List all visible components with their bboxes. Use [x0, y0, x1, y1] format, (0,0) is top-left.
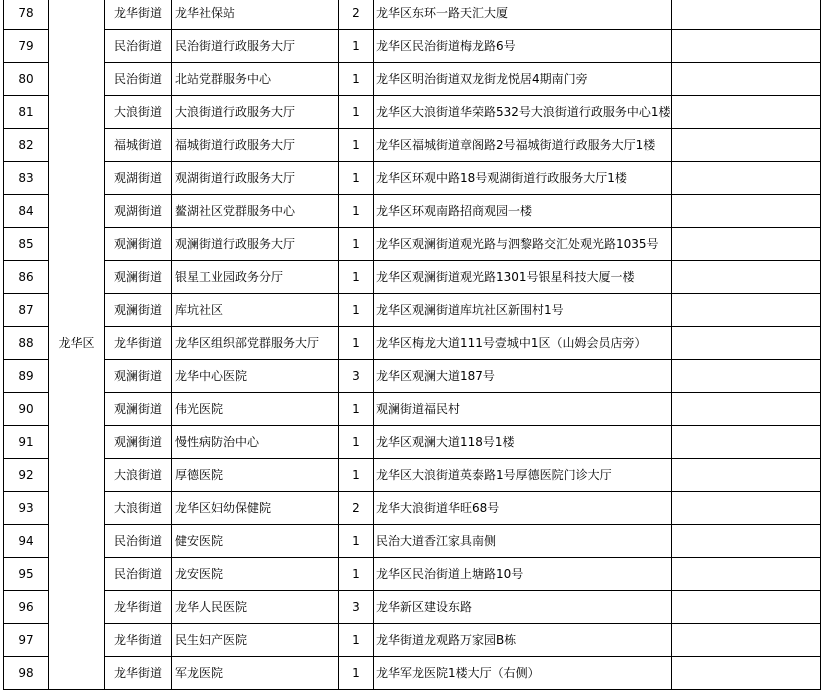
- district-cell[interactable]: 龙华区: [49, 0, 105, 690]
- address-cell[interactable]: 龙华街道龙观路万家园B栋: [374, 624, 672, 657]
- table-row: [4, 657, 821, 690]
- site-name-cell[interactable]: 观湖街道行政服务大厅: [172, 162, 339, 195]
- count-cell[interactable]: 1: [339, 63, 374, 96]
- street-cell[interactable]: 福城街道: [105, 129, 172, 162]
- street-cell[interactable]: 龙华街道: [105, 327, 172, 360]
- table-body: [4, 0, 821, 690]
- address-cell[interactable]: 龙华区民治街道梅龙路6号: [374, 30, 672, 63]
- empty-cell[interactable]: [671, 360, 820, 393]
- empty-cell[interactable]: [671, 261, 820, 294]
- count-cell[interactable]: 2: [339, 0, 374, 30]
- table-row: [4, 294, 821, 327]
- empty-cell[interactable]: [671, 0, 820, 30]
- street-cell[interactable]: 民治街道: [105, 525, 172, 558]
- site-name-cell[interactable]: 福城街道行政服务大厅: [172, 129, 339, 162]
- row-number-cell[interactable]: 87: [4, 294, 49, 327]
- row-number-cell[interactable]: 86: [4, 261, 49, 294]
- row-number-cell[interactable]: 92: [4, 459, 49, 492]
- site-name-cell[interactable]: 健安医院: [172, 525, 339, 558]
- row-number-cell[interactable]: 88: [4, 327, 49, 360]
- site-name-cell[interactable]: 龙华区组织部党群服务大厅: [172, 327, 339, 360]
- table-row: [4, 426, 821, 459]
- site-name-cell[interactable]: 鳌湖社区党群服务中心: [172, 195, 339, 228]
- site-name-cell[interactable]: 龙华社保站: [172, 0, 339, 30]
- site-name-cell[interactable]: 龙华人民医院: [172, 591, 339, 624]
- empty-cell[interactable]: [671, 30, 820, 63]
- count-cell[interactable]: 1: [339, 96, 374, 129]
- table-row: [4, 360, 821, 393]
- table-row: [4, 591, 821, 624]
- empty-cell[interactable]: [671, 657, 820, 690]
- table-row: [4, 30, 821, 63]
- street-cell[interactable]: 观湖街道: [105, 162, 172, 195]
- site-name-cell[interactable]: 北站党群服务中心: [172, 63, 339, 96]
- street-cell[interactable]: 大浪街道: [105, 96, 172, 129]
- address-cell[interactable]: 龙华区环观南路招商观园一楼: [374, 195, 672, 228]
- empty-cell[interactable]: [671, 558, 820, 591]
- table-row: [4, 525, 821, 558]
- empty-cell[interactable]: [671, 624, 820, 657]
- table-row: [4, 96, 821, 129]
- address-cell[interactable]: 龙华区大浪街道华荣路532号大浪街道行政服务中心1楼: [374, 96, 672, 129]
- street-cell[interactable]: 龙华街道: [105, 657, 172, 690]
- table-row: [4, 129, 821, 162]
- count-cell[interactable]: 1: [339, 162, 374, 195]
- empty-cell[interactable]: [671, 162, 820, 195]
- row-number-cell[interactable]: 82: [4, 129, 49, 162]
- count-cell[interactable]: 1: [339, 195, 374, 228]
- row-number-cell[interactable]: 78: [4, 0, 49, 30]
- empty-cell[interactable]: [671, 492, 820, 525]
- empty-cell[interactable]: [671, 129, 820, 162]
- empty-cell[interactable]: [671, 426, 820, 459]
- row-number-cell[interactable]: 96: [4, 591, 49, 624]
- address-cell[interactable]: 民治大道香江家具南侧: [374, 525, 672, 558]
- street-cell[interactable]: 龙华街道: [105, 0, 172, 30]
- address-cell[interactable]: 龙华区福城街道章阁路2号福城街道行政服务大厅1楼: [374, 129, 672, 162]
- table-row: [4, 492, 821, 525]
- row-number-cell[interactable]: 83: [4, 162, 49, 195]
- address-cell[interactable]: 龙华区明治街道双龙街龙悦居4期南门旁: [374, 63, 672, 96]
- count-cell[interactable]: 1: [339, 624, 374, 657]
- count-cell[interactable]: 3: [339, 591, 374, 624]
- table-row: [4, 261, 821, 294]
- row-number-cell[interactable]: 79: [4, 30, 49, 63]
- site-name-cell[interactable]: 厚德医院: [172, 459, 339, 492]
- street-cell[interactable]: 龙华街道: [105, 591, 172, 624]
- address-cell[interactable]: 龙华区环观中路18号观湖街道行政服务大厅1楼: [374, 162, 672, 195]
- service-sites-table: [3, 0, 821, 690]
- address-cell[interactable]: 龙华新区建设东路: [374, 591, 672, 624]
- street-cell[interactable]: 观澜街道: [105, 294, 172, 327]
- street-cell[interactable]: 民治街道: [105, 63, 172, 96]
- empty-cell[interactable]: [671, 195, 820, 228]
- count-cell[interactable]: 1: [339, 657, 374, 690]
- address-cell[interactable]: 龙华区观澜街道库坑社区新围村1号: [374, 294, 672, 327]
- address-cell[interactable]: 龙华区梅龙大道111号壹城中1区（山姆会员店旁）: [374, 327, 672, 360]
- site-name-cell[interactable]: 龙安医院: [172, 558, 339, 591]
- street-cell[interactable]: 观澜街道: [105, 393, 172, 426]
- address-cell[interactable]: 龙华区观澜大道118号1楼: [374, 426, 672, 459]
- street-cell[interactable]: 民治街道: [105, 558, 172, 591]
- street-cell[interactable]: 观澜街道: [105, 426, 172, 459]
- address-cell[interactable]: 龙华区观澜街道观光路1301号银星科技大厦一楼: [374, 261, 672, 294]
- site-name-cell[interactable]: 银星工业园政务分厅: [172, 261, 339, 294]
- row-number-cell[interactable]: 91: [4, 426, 49, 459]
- table-row: [4, 162, 821, 195]
- site-name-cell[interactable]: 民生妇产医院: [172, 624, 339, 657]
- count-cell[interactable]: 1: [339, 426, 374, 459]
- row-number-cell[interactable]: 80: [4, 63, 49, 96]
- site-name-cell[interactable]: 龙华区妇幼保健院: [172, 492, 339, 525]
- count-cell[interactable]: 1: [339, 294, 374, 327]
- address-cell[interactable]: 龙华区观澜街道观光路与泗黎路交汇处观光路1035号: [374, 228, 672, 261]
- site-name-cell[interactable]: 慢性病防治中心: [172, 426, 339, 459]
- table-row: [4, 0, 821, 30]
- row-number-cell[interactable]: 97: [4, 624, 49, 657]
- address-cell[interactable]: 观澜街道福民村: [374, 393, 672, 426]
- site-name-cell[interactable]: 观澜街道行政服务大厅: [172, 228, 339, 261]
- table-row: [4, 228, 821, 261]
- street-cell[interactable]: 大浪街道: [105, 459, 172, 492]
- table-row: [4, 624, 821, 657]
- street-cell[interactable]: 观澜街道: [105, 228, 172, 261]
- count-cell[interactable]: 1: [339, 393, 374, 426]
- row-number-cell[interactable]: 94: [4, 525, 49, 558]
- address-cell[interactable]: 龙华区民治街道上塘路10号: [374, 558, 672, 591]
- row-number-cell[interactable]: 89: [4, 360, 49, 393]
- site-name-cell[interactable]: 库坑社区: [172, 294, 339, 327]
- street-cell[interactable]: 观澜街道: [105, 360, 172, 393]
- address-cell[interactable]: 龙华区观澜大道187号: [374, 360, 672, 393]
- site-name-cell[interactable]: 大浪街道行政服务大厅: [172, 96, 339, 129]
- count-cell[interactable]: 1: [339, 558, 374, 591]
- street-cell[interactable]: 观澜街道: [105, 261, 172, 294]
- table-row: [4, 327, 821, 360]
- empty-cell[interactable]: [671, 294, 820, 327]
- address-cell[interactable]: 龙华大浪街道华旺68号: [374, 492, 672, 525]
- street-cell[interactable]: 龙华街道: [105, 624, 172, 657]
- empty-cell[interactable]: [671, 393, 820, 426]
- row-number-cell[interactable]: 95: [4, 558, 49, 591]
- table-row: [4, 195, 821, 228]
- address-cell[interactable]: 龙华区大浪街道英泰路1号厚德医院门诊大厅: [374, 459, 672, 492]
- site-name-cell[interactable]: 龙华中心医院: [172, 360, 339, 393]
- empty-cell[interactable]: [671, 228, 820, 261]
- count-cell[interactable]: 1: [339, 30, 374, 63]
- site-name-cell[interactable]: 民治街道行政服务大厅: [172, 30, 339, 63]
- count-cell[interactable]: 1: [339, 327, 374, 360]
- count-cell[interactable]: 1: [339, 129, 374, 162]
- empty-cell[interactable]: [671, 591, 820, 624]
- empty-cell[interactable]: [671, 63, 820, 96]
- row-number-cell[interactable]: 85: [4, 228, 49, 261]
- empty-cell[interactable]: [671, 459, 820, 492]
- street-cell[interactable]: 民治街道: [105, 30, 172, 63]
- street-cell[interactable]: 观湖街道: [105, 195, 172, 228]
- row-number-cell[interactable]: 98: [4, 657, 49, 690]
- row-number-cell[interactable]: 81: [4, 96, 49, 129]
- empty-cell[interactable]: [671, 525, 820, 558]
- address-cell[interactable]: 龙华区东环一路天汇大厦: [374, 0, 672, 30]
- site-name-cell[interactable]: 军龙医院: [172, 657, 339, 690]
- table-row: [4, 393, 821, 426]
- empty-cell[interactable]: [671, 96, 820, 129]
- table-row: [4, 63, 821, 96]
- site-name-cell[interactable]: 伟光医院: [172, 393, 339, 426]
- table-row: [4, 558, 821, 591]
- count-cell[interactable]: 1: [339, 261, 374, 294]
- address-cell[interactable]: 龙华军龙医院1楼大厅（右侧）: [374, 657, 672, 690]
- count-cell[interactable]: 3: [339, 360, 374, 393]
- table-row: [4, 459, 821, 492]
- street-cell[interactable]: 大浪街道: [105, 492, 172, 525]
- row-number-cell[interactable]: 84: [4, 195, 49, 228]
- count-cell[interactable]: 2: [339, 492, 374, 525]
- count-cell[interactable]: 1: [339, 228, 374, 261]
- count-cell[interactable]: 1: [339, 525, 374, 558]
- empty-cell[interactable]: [671, 327, 820, 360]
- count-cell[interactable]: 1: [339, 459, 374, 492]
- row-number-cell[interactable]: 90: [4, 393, 49, 426]
- row-number-cell[interactable]: 93: [4, 492, 49, 525]
